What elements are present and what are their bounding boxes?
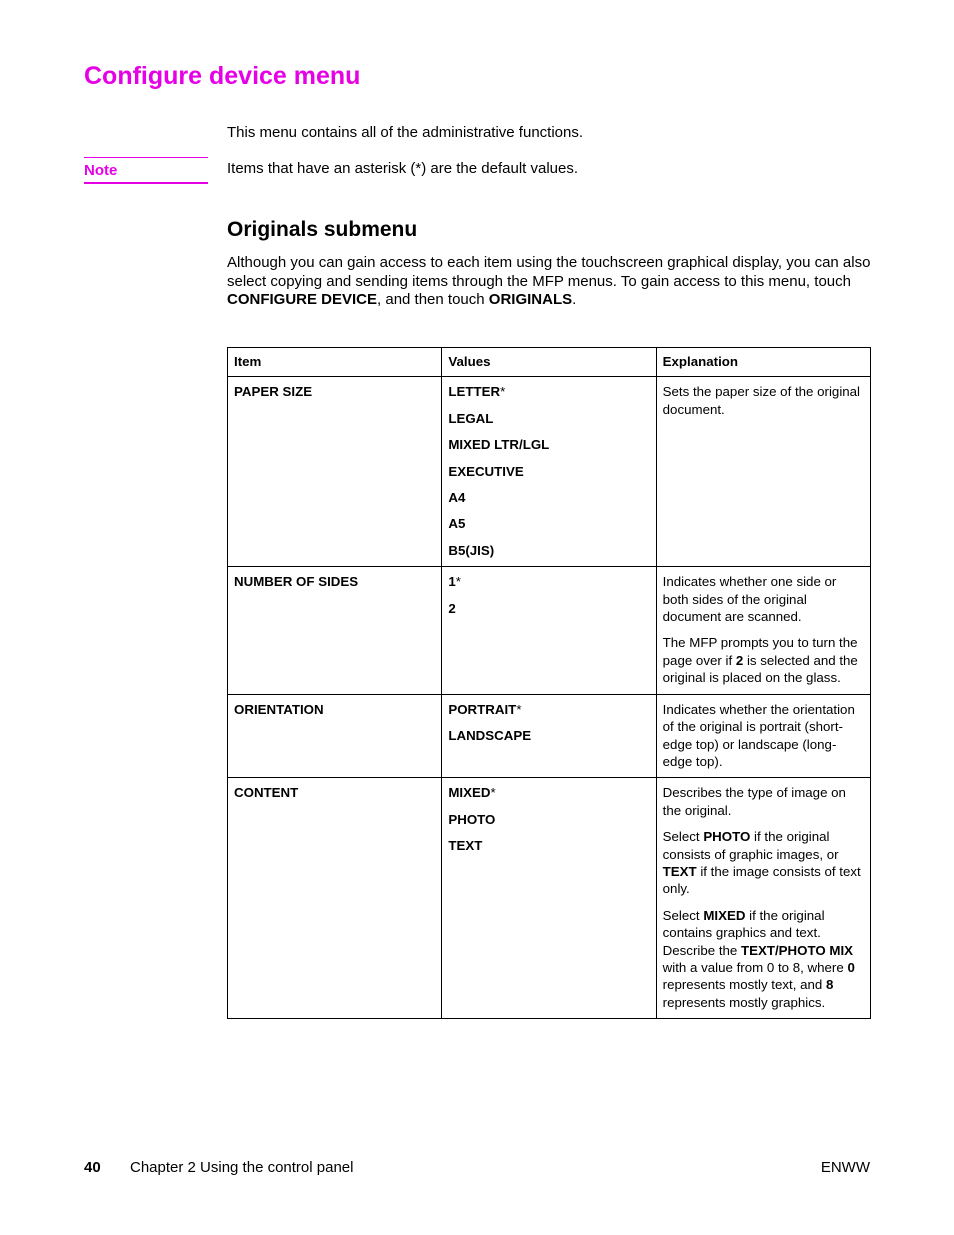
explanation-text: Indicates whether the orientation of the original is portrait (short-edge top) or landscape (long-edge top). xyxy=(662,701,855,769)
explanation-paragraph xyxy=(663,701,864,771)
section-body-text: , and then touch xyxy=(377,291,489,308)
section-body-text: . xyxy=(572,291,577,308)
originals-submenu-table xyxy=(227,347,871,1019)
explanation-cell xyxy=(656,778,870,1019)
explanation-cell xyxy=(656,567,870,694)
explanation-text: is selected and the original is placed on the glass. xyxy=(662,652,858,686)
values-cell xyxy=(442,377,656,567)
value-option xyxy=(448,383,649,400)
footer-page-number: 40 xyxy=(84,1159,101,1176)
value-option xyxy=(448,811,649,828)
item-cell: NUMBER OF SIDES xyxy=(228,567,442,694)
intro-text: This menu contains all of the administrative functions. xyxy=(227,124,584,141)
explanation-keyword: MIXED xyxy=(703,907,746,923)
explanation-cell xyxy=(656,694,870,778)
table-body xyxy=(228,377,871,1019)
section-body-text: Although you can gain access to each item using the touchscreen graphical display, you can also select copying and sending items through the MFP menus. To gain access to this menu, touch xyxy=(227,254,871,290)
value-label: MIXED LTR/LGL xyxy=(448,437,550,453)
default-asterisk: * xyxy=(516,701,522,717)
value-label: TEXT xyxy=(448,838,483,854)
value-label: LANDSCAPE xyxy=(448,728,532,744)
table-row xyxy=(228,694,871,778)
header-values: Values xyxy=(442,348,656,377)
value-option xyxy=(448,727,649,744)
value-label: A4 xyxy=(448,490,466,506)
explanation-text: represents mostly graphics. xyxy=(662,994,826,1010)
explanation-keyword: PHOTO xyxy=(703,829,751,845)
value-option xyxy=(448,410,649,427)
value-option xyxy=(448,573,649,590)
explanation-keyword: 8 xyxy=(826,977,834,993)
values-cell xyxy=(442,694,656,778)
value-label: B5(JIS) xyxy=(448,542,495,558)
explanation-text: if the image consists of text only. xyxy=(662,863,861,897)
explanation-text: Describes the type of image on the original. xyxy=(662,785,846,818)
default-asterisk: * xyxy=(500,384,506,400)
note-text: Items that have an asterisk (*) are the default values. xyxy=(227,160,579,177)
explanation-text: if the original consists of graphic images, or xyxy=(662,829,839,862)
value-label: PHOTO xyxy=(448,811,496,827)
explanation-paragraph xyxy=(663,828,864,898)
default-asterisk: * xyxy=(490,785,496,801)
value-label: EXECUTIVE xyxy=(448,463,524,479)
explanation-text: Select xyxy=(662,829,704,845)
explanation-paragraph xyxy=(663,573,864,625)
section-body-keyword: ORIGINALS xyxy=(488,291,573,308)
value-label: PORTRAIT xyxy=(448,701,517,717)
value-label: MIXED xyxy=(448,785,491,801)
value-option xyxy=(448,463,649,480)
value-label: LEGAL xyxy=(448,410,494,426)
explanation-keyword: 0 xyxy=(847,959,855,975)
explanation-paragraph xyxy=(663,634,864,686)
value-label: 1 xyxy=(448,574,456,590)
explanation-keyword: 2 xyxy=(735,652,744,668)
explanation-paragraph xyxy=(663,784,864,819)
explanation-text: The MFP prompts you to turn the page over if xyxy=(662,635,858,668)
value-option xyxy=(448,784,649,801)
item-cell: PAPER SIZE xyxy=(228,377,442,567)
item-cell: ORIENTATION xyxy=(228,694,442,778)
table-row xyxy=(228,377,871,567)
section-title: Originals submenu xyxy=(227,218,418,241)
explanation-paragraph xyxy=(663,907,864,1011)
explanation-text: with a value from 0 to 8, where xyxy=(662,959,848,975)
explanation-text: Select xyxy=(662,907,704,923)
value-option xyxy=(448,600,649,617)
explanation-text: if the original contains graphics and text. Describe the xyxy=(662,907,825,958)
values-cell xyxy=(442,567,656,694)
explanation-text: Sets the paper size of the original document. xyxy=(662,384,861,417)
item-cell: CONTENT xyxy=(228,778,442,1019)
value-label: LETTER xyxy=(448,384,501,400)
value-label: 2 xyxy=(448,600,456,616)
explanation-keyword: TEXT/PHOTO MIX xyxy=(741,942,854,958)
explanation-text: Indicates whether one side or both sides of the original document are scanned. xyxy=(662,574,837,625)
table-row xyxy=(228,778,871,1019)
table-header-row xyxy=(228,348,871,377)
value-option xyxy=(448,701,649,718)
footer-doc-code: ENWW xyxy=(820,1159,870,1176)
values-cell xyxy=(442,778,656,1019)
value-option xyxy=(448,436,649,453)
value-option xyxy=(448,489,649,506)
footer-chapter: Chapter 2 Using the control panel xyxy=(130,1159,354,1176)
value-option xyxy=(448,515,649,532)
value-option xyxy=(448,542,649,559)
note-label: Note xyxy=(84,157,208,184)
header-explanation: Explanation xyxy=(656,348,870,377)
explanation-keyword: TEXT xyxy=(662,863,697,879)
explanation-text: represents mostly text, and xyxy=(662,977,826,993)
explanation-paragraph xyxy=(663,383,864,418)
value-label: A5 xyxy=(448,516,466,532)
section-body xyxy=(227,254,872,310)
table-row xyxy=(228,567,871,694)
section-body-keyword: CONFIGURE DEVICE xyxy=(227,291,378,308)
header-item: Item xyxy=(228,348,442,377)
value-option xyxy=(448,837,649,854)
default-asterisk: * xyxy=(455,574,461,590)
explanation-cell xyxy=(656,377,870,567)
page-title: Configure device menu xyxy=(84,62,361,90)
